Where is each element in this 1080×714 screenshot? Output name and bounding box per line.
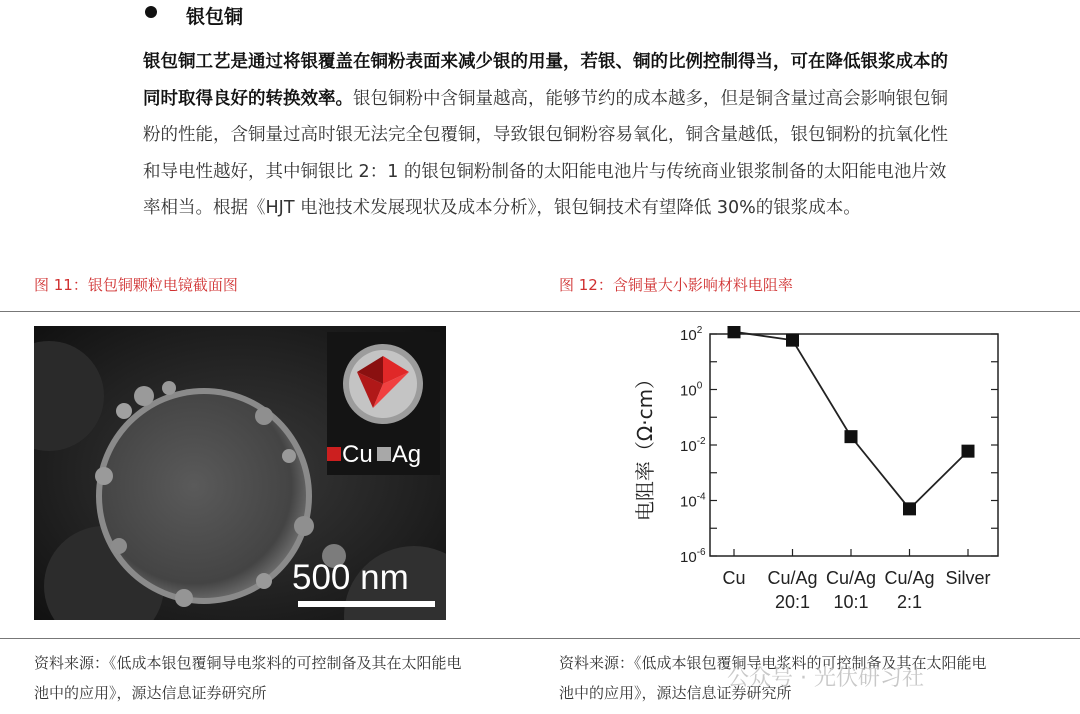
data-point-marker: [903, 502, 916, 515]
section-heading: 银包铜: [186, 6, 244, 28]
data-point-marker: [845, 430, 858, 443]
y-tick-label: $10^{-4}$: [680, 491, 706, 511]
legend-ag-label: Ag: [391, 441, 422, 468]
core-shell-legend: [327, 441, 440, 469]
resistivity-series-line: [734, 332, 968, 509]
plot-frame: [710, 334, 998, 556]
y-tick-label: $10^2$: [680, 326, 703, 344]
cu-color-swatch: [327, 447, 341, 461]
ag-color-swatch: [377, 447, 391, 461]
resistivity-chart: [626, 326, 1026, 626]
figure-bottom-divider: [0, 638, 1080, 639]
figure-12-source-line1: 资料来源：《低成本银包覆铜导电浆料的可控制备及其在太阳能电: [559, 654, 987, 672]
figure-11-source-line1: 资料来源：《低成本银包覆铜导电浆料的可控制备及其在太阳能电: [34, 654, 462, 672]
x-tick-label: Cu/Ag: [884, 568, 935, 588]
data-point-marker: [962, 445, 975, 458]
x-tick-label: 20:1: [774, 592, 811, 612]
x-tick-label: 2:1: [896, 592, 923, 612]
core-shell-inset: [327, 332, 440, 475]
figure-12-source-line2: 池中的应用》，源达信息证券研究所: [559, 684, 792, 702]
x-tick-label: Cu: [722, 568, 746, 588]
paragraph-bold-text: 银包铜工艺是通过将银覆盖在铜粉表面来减少银的用量，若银、铜的比例控制得当，可在降低银浆成本的同时取得良好的转换效率。: [143, 52, 948, 109]
legend-cu-label: Cu: [342, 441, 373, 468]
data-point-marker: [786, 334, 799, 347]
data-point-marker: [728, 326, 741, 338]
y-tick-label: $10^{-2}$: [680, 436, 706, 455]
figure-11-source: [34, 648, 462, 708]
watermark: 公众号 · 光伏研习社: [727, 666, 924, 691]
x-tick-label: 10:1: [833, 592, 869, 612]
figure-12-title: 图 12：含铜量大小影响材料电阻率: [559, 276, 793, 294]
x-tick-label: Cu/Ag: [767, 568, 818, 588]
figure-11-title: 图 11：银包铜颗粒电镜截面图: [34, 276, 238, 294]
bullet-dot: [145, 6, 157, 18]
x-tick-label: Cu/Ag: [825, 568, 877, 588]
y-tick-label: $10^{-6}$: [680, 547, 706, 566]
sem-image: [34, 326, 446, 620]
scalebar-label: 500 nm: [292, 558, 409, 597]
body-paragraph: [143, 44, 963, 227]
x-tick-label: Silver: [945, 568, 991, 588]
core-shell-sphere-icon: [327, 336, 440, 436]
paragraph-text: 银包铜粉中含铜量越高，能够节约的成本越多，但是铜含量过高会影响银包铜粉的性能，含铜量过高时银无法完全包覆铜，导致银包铜粉容易氧化，铜含量越低，银包铜粉的抗氧化性和导电性越好，其中铜银比 2：1 的银包铜粉制备的太阳能电池片与传统商业银浆制备的太阳能电池片效率相当。根据《HJT 电池技术发展现状及成本分析》，银包铜技术有望降低 30%的银浆成本。: [143, 88, 948, 218]
figure-11-source-line2: 池中的应用》，源达信息证券研究所: [34, 684, 267, 702]
scalebar-line: [298, 601, 435, 607]
figure-top-divider: [0, 311, 1080, 312]
y-axis-label: 电阻率（Ω·cm）: [633, 368, 657, 522]
y-tick-label: $10^0$: [680, 380, 703, 400]
